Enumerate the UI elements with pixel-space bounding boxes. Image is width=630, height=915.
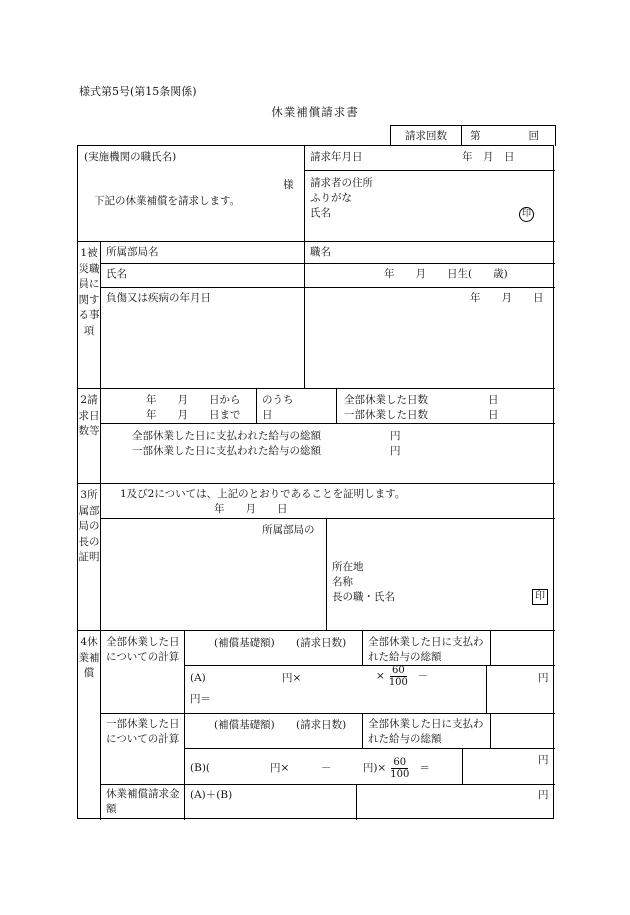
partial-leave-pay-unit: 円 [390,445,401,457]
formula-b-frac-num: 60 [393,757,407,768]
period-to-field[interactable]: 年 月 日まで [146,409,241,421]
partial-leave-days-label: 一部休業した日数 [344,409,428,421]
job-title-label: 職名 [310,246,331,258]
section2-title: 2請求日数等 [78,394,100,437]
claimant-seal-icon: 印 [519,207,534,222]
formula-b-frac-den: 100 [390,769,410,780]
formula-a-frac-den: 100 [388,677,408,688]
dept-head-suffix-label: 所属部局の [262,524,315,536]
formula-b-eq: ＝ [419,762,430,775]
total-amount-label: 休業補償請求金額 [106,788,180,815]
request-statement: 下記の休業補償を請求します。 [94,195,241,207]
office-location-label: 所在地 [332,561,364,573]
partial-leave-days-unit: 日 [488,409,499,421]
injury-date-label: 負傷又は疾病の年月日 [106,292,211,304]
dept-head-seal-icon: 印 [532,589,548,605]
formula-a-mid: 円× [282,672,302,684]
victim-name-label: 氏名 [106,268,127,280]
partial-leave-pay-label: 一部休業した日に支払われた給与の総額 [132,445,321,457]
certification-text: 1及び2については、上記のとおりであることを証明します。 [120,488,406,500]
dept-name-label: 所属部局名 [106,246,159,258]
section1-title: 1被災職員に関する事項 [78,247,100,337]
request-count-suffix: 回 [528,129,539,142]
section4-title: 4休業補償 [78,636,100,679]
partial-days-header: (請求日数) [296,719,347,731]
formula-b-fraction [388,757,411,780]
injury-date-field[interactable]: 年 月 日 [470,292,544,304]
section3-title: 3所属部局の長の証明 [78,489,100,563]
total-formula: (A)＋(B) [190,789,233,801]
full-leave-days-label: 全部休業した日数 [344,394,428,406]
office-name-label: 名称 [332,576,353,588]
form-number-label: 様式第5号(第15条関係) [79,85,197,98]
request-count-label: 請求回数 [391,126,462,146]
full-pay-header: 全部休業した日に支払われた給与の総額 [368,636,484,663]
full-leave-pay-label: 全部休業した日に支払われた給与の総額 [132,430,321,442]
full-base-header: (補償基礎額) [214,637,275,649]
birth-date-field[interactable]: 年 月 日生( 歳) [384,268,508,280]
partial-leave-calc-label: 一部休業した日についての計算 [106,718,180,745]
agency-head-label: (実施機関の職氏名) [84,151,177,163]
formula-a-minus: － [417,670,429,683]
full-leave-calc-label: 全部休業した日についての計算 [106,636,180,663]
formula-a-yen-unit: 円 [538,672,549,684]
request-form [77,145,554,819]
partial-pay-header: 全部休業した日に支払われた給与の総額 [368,718,484,745]
request-date-field[interactable]: 年 月 日 [462,151,515,163]
request-count-field[interactable] [462,126,555,146]
formula-b-mid: 円× － 円)× [270,762,387,775]
formula-a-fraction [387,665,410,688]
full-leave-pay-unit: 円 [390,430,401,442]
formula-b-yen-unit: 円 [538,754,549,766]
claimant-name-label: 氏名 [310,207,331,219]
partial-base-header: (補償基礎額) [214,719,275,731]
period-days-unit: 日 [262,409,273,421]
formula-a-result: 円＝ [190,693,211,705]
period-from-field[interactable]: 年 月 日から [146,394,241,406]
claimant-furigana-label: ふりがな [310,192,352,204]
formula-a-frac-num: 60 [391,665,405,676]
of-which-label: のうち [262,394,294,406]
formula-b-label: (B)( [190,762,211,775]
formula-a-label: (A) [190,672,206,684]
total-yen-unit: 円 [538,789,549,801]
form-title: 休業補償請求書 [271,105,359,119]
sama-label: 様 [283,179,294,191]
request-count-box [390,125,556,146]
request-count-prefix: 第 [470,129,481,142]
full-leave-days-unit: 日 [488,394,499,406]
head-name-label: 長の職・氏名 [332,591,395,603]
request-date-label: 請求年月日 [310,151,363,163]
formula-a-times: × [376,670,385,683]
full-days-header: (請求日数) [296,637,347,649]
certification-date-field[interactable]: 年 月 日 [214,503,288,515]
claimant-address-label: 請求者の住所 [310,177,373,189]
